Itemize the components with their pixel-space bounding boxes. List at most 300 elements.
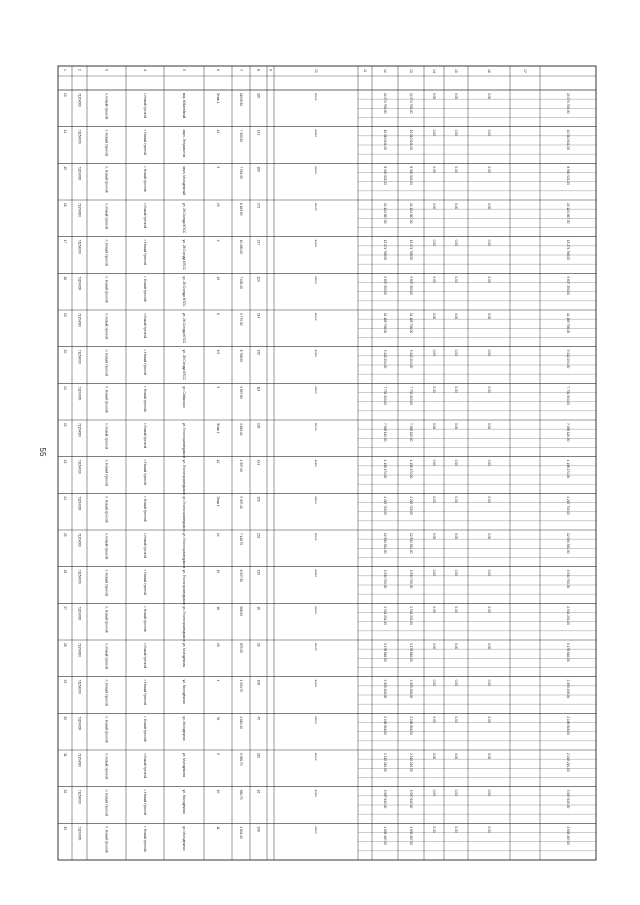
cell-n: 32 <box>62 789 67 794</box>
cell-work: всего <box>313 569 318 578</box>
header-number: 17 <box>523 69 527 73</box>
cell-cost: 2 219 210.00 <box>382 753 387 772</box>
cell-other: 0.00 <box>431 679 436 686</box>
cell-total: 7 701 910.00 <box>565 386 570 405</box>
cell-total: 7 058 115.00 <box>565 423 570 442</box>
cell-cost: 9 412 254.00 <box>382 349 387 369</box>
header-number: 3 <box>104 69 109 71</box>
cell-code: 71154000 <box>77 643 82 657</box>
cell-flats: 152 <box>256 533 261 539</box>
cell-work: всего <box>313 423 318 431</box>
cell-n: 15 <box>62 166 67 170</box>
cell-street: ул. Молодёжная <box>181 826 186 851</box>
cell-house: 16 <box>215 606 220 610</box>
cell-work: всего <box>313 496 318 504</box>
cell-area: 5 096.70 <box>238 753 243 766</box>
cell-fin2: 0.00 <box>486 789 491 796</box>
cell-city: г. Новый Уренгой <box>142 203 147 229</box>
cell-fin2: 0.00 <box>486 386 491 393</box>
header-number: 10 <box>314 69 318 73</box>
cell-house: 3 <box>215 166 220 169</box>
cell-n: 31 <box>62 753 67 757</box>
cell-area: 6 788.90 <box>238 349 243 363</box>
cell-cost: 12 534 331.00 <box>382 533 387 554</box>
cell-flats: 159 <box>256 569 261 575</box>
cell-cost2: 2 219 210.00 <box>408 753 413 772</box>
cell-fin1: 0.00 <box>453 643 458 650</box>
cell-city: г. Новый Уренгой <box>142 129 147 155</box>
cell-cost: 8 940 021.00 <box>382 166 387 185</box>
cell-fin1: 0.00 <box>453 166 458 173</box>
cell-district: п. Новый Уренгой <box>104 643 109 670</box>
cell-n: 20 <box>62 349 67 354</box>
cell-total: 2 390 408.00 <box>565 679 570 699</box>
cell-other: 0.00 <box>431 569 436 576</box>
cell-other: 0.00 <box>431 496 436 503</box>
cell-total: 3 534 700.00 <box>565 569 570 589</box>
cell-city: г. Новый Уренгой <box>142 716 147 742</box>
cell-cost: 5 607 350.00 <box>382 276 387 295</box>
header-number: 7 <box>239 69 243 71</box>
cell-total: 9 412 254.00 <box>565 349 570 369</box>
cell-house: 18 <box>215 643 220 647</box>
cell-flats: 16 <box>256 789 261 794</box>
cell-flats: 320 <box>256 93 261 99</box>
cell-fin2: 0.00 <box>486 276 491 283</box>
cell-district: п. Новый Уренгой <box>104 349 109 376</box>
cell-city: г. Новый Уренгой <box>142 496 147 522</box>
cell-street: ул. Молодёжная <box>181 789 186 814</box>
cell-other: 0.00 <box>431 386 436 393</box>
cell-house: Этаж 1 <box>215 496 220 507</box>
cell-area: 5 337.40 <box>238 496 243 509</box>
cell-n: 19 <box>62 313 67 317</box>
cell-other: 0.00 <box>431 93 436 100</box>
cell-street: мкрн. Молодёжный <box>181 166 186 195</box>
cell-fin1: 0.00 <box>453 313 458 320</box>
cell-district: п. Новый Уренгой <box>104 166 109 193</box>
cell-city: г. Новый Уренгой <box>142 533 147 559</box>
cell-flats: 110 <box>256 753 261 759</box>
cell-fin2: 0.00 <box>486 459 491 466</box>
cell-fin1: 0.00 <box>453 569 458 576</box>
cell-work: всего <box>313 276 318 284</box>
cell-fin2: 0.00 <box>486 533 491 540</box>
cell-work: всего <box>313 166 318 174</box>
cell-work: всего <box>313 239 318 248</box>
cell-cost: 2 196 816.00 <box>382 716 387 735</box>
cell-city: г. Новый Уренгой <box>142 349 147 375</box>
cell-fin2: 0.00 <box>486 643 491 650</box>
cell-area: 966.90 <box>238 606 243 617</box>
cell-district: п. Новый Уренгой <box>104 496 109 523</box>
cell-total: 3 178 616.00 <box>565 643 570 662</box>
cell-code: 71154000 <box>77 349 82 364</box>
cell-cost2: 24 074 708.00 <box>408 93 413 114</box>
cell-area: 7 132.40 <box>238 276 243 289</box>
cell-house: 3 <box>215 386 220 389</box>
cell-house: 11 <box>215 826 220 830</box>
cell-code: 71154000 <box>77 533 82 547</box>
cell-flats: 159 <box>256 496 261 502</box>
cell-street: ул. 26 Съезда КПСС <box>181 313 186 344</box>
cell-district: п. Новый Уренгой <box>104 753 109 780</box>
cell-other: 0.00 <box>431 753 436 760</box>
cell-code: 71154000 <box>77 423 82 437</box>
page-number: 55 <box>38 447 47 457</box>
cell-street: ул. Молодёжная <box>181 753 186 778</box>
header-number: 12 <box>383 69 387 73</box>
cell-cost: 3 534 700.00 <box>382 569 387 589</box>
cell-code: 71154000 <box>77 496 82 511</box>
cell-cost2: 11 185 736.00 <box>408 313 413 334</box>
cell-total: 4 215 715.00 <box>565 496 570 515</box>
cell-street: ул. Геологоразведчиков <box>181 606 186 642</box>
cell-fin1: 0.00 <box>453 459 458 466</box>
cell-n: 13 <box>62 93 67 97</box>
cell-city: г. Новый Уренгой <box>142 569 147 595</box>
cell-street: ул. Молодёжная <box>181 679 186 704</box>
cell-flats: 114 <box>256 386 261 392</box>
cell-area: 7 303.90 <box>238 129 243 143</box>
cell-district: п. Новый Уренгой <box>104 313 109 340</box>
cell-city: г. Новый Уренгой <box>142 679 147 705</box>
cell-cost2: 24 124 367.00 <box>408 203 413 224</box>
cell-flats: 45 <box>256 716 261 720</box>
cell-n: 21 <box>62 386 67 390</box>
cell-flats: 16 <box>256 643 261 647</box>
cell-house: 9 <box>215 239 220 242</box>
cell-city: г. Новый Уренгой <box>142 643 147 669</box>
cell-total: 3 087 615.00 <box>565 789 570 809</box>
cell-cost2: 4 136 171.00 <box>408 459 413 479</box>
cell-cost: 2 541 251.00 <box>382 606 387 625</box>
cell-code: 71154000 <box>77 789 82 804</box>
cell-fin2: 0.00 <box>486 313 491 320</box>
cell-other: 0.00 <box>431 349 436 356</box>
cell-street: ул. Геологоразведчиков <box>181 569 186 605</box>
cell-code: 71154000 <box>77 679 82 694</box>
cell-fin1: 0.00 <box>453 496 458 503</box>
cell-district: п. Новый Уренгой <box>104 569 109 596</box>
cell-fin2: 0.00 <box>486 93 491 100</box>
cell-total: 4 136 171.00 <box>565 459 570 479</box>
cell-fin2: 0.00 <box>486 679 491 686</box>
cell-n: 22 <box>62 423 67 427</box>
cell-city: г. Новый Уренгой <box>142 789 147 815</box>
cell-code: 71154000 <box>77 826 82 841</box>
cell-code: 71154000 <box>77 166 82 181</box>
header-number: 8 <box>256 69 261 71</box>
cell-cost2: 12 534 331.00 <box>408 533 413 554</box>
cell-fin2: 0.00 <box>486 239 491 246</box>
cell-fin1: 0.00 <box>453 789 458 796</box>
cell-work: всего <box>313 789 318 798</box>
cell-cost2: 2 196 816.00 <box>408 716 413 735</box>
cell-code: 71154000 <box>77 239 82 254</box>
cell-house: 14 <box>215 533 220 537</box>
cell-street: мкр. Юбилейный <box>181 93 186 119</box>
header-number: 14 <box>432 69 436 73</box>
cell-other: 0.00 <box>431 826 436 833</box>
cell-fin2: 0.00 <box>486 423 491 430</box>
cell-area: 4 610.40 <box>238 716 243 729</box>
cell-area: 4 601.40 <box>238 826 243 839</box>
cell-fin2: 0.00 <box>486 606 491 613</box>
cell-fin2: 0.00 <box>486 496 491 503</box>
cell-n: 18 <box>62 276 67 280</box>
cell-district: п. Новый Уренгой <box>104 679 109 706</box>
cell-area: 7 118.70 <box>238 533 243 546</box>
cell-fin1: 0.00 <box>453 679 458 686</box>
cell-city: г. Новый Уренгой <box>142 276 147 302</box>
cell-total: 2 196 816.00 <box>565 716 570 735</box>
cell-city: г. Новый Уренгой <box>142 166 147 192</box>
cell-street: ул. Сибирская <box>181 386 186 408</box>
cell-street: ул. Геологоразведчиков <box>181 496 186 532</box>
cell-district: п. Новый Уренгой <box>104 239 109 266</box>
cell-district: п. Новый Уренгой <box>104 789 109 816</box>
cell-cost: 4 215 715.00 <box>382 496 387 515</box>
cell-area: 4 633.40 <box>238 423 243 436</box>
cell-fin1: 0.00 <box>453 349 458 356</box>
cell-code: 71154000 <box>77 276 82 291</box>
cell-n: 16 <box>62 203 67 207</box>
cell-area: 9 770.30 <box>238 313 243 326</box>
cell-cost2: 4 633 467.00 <box>408 826 413 845</box>
cell-fin1: 0.00 <box>453 753 458 760</box>
cell-total: 13 274 768.00 <box>565 239 570 261</box>
cell-code: 71154000 <box>77 129 82 144</box>
cell-work: всего <box>313 679 318 688</box>
cell-street: ул. Геологоразведчиков <box>181 533 186 569</box>
cell-area: 7 554.90 <box>238 166 243 179</box>
cell-cost: 13 274 768.00 <box>382 239 387 261</box>
cell-district: п. Новый Уренгой <box>104 203 109 230</box>
cell-street: ул. 26 Съезда КПСС <box>181 239 186 270</box>
cell-district: п. Новый Уренгой <box>104 459 109 486</box>
cell-district: п. Новый Уренгой <box>104 533 109 560</box>
cell-flats: 108 <box>256 679 261 685</box>
cell-n: 30 <box>62 716 67 720</box>
cell-fin2: 0.00 <box>486 349 491 356</box>
cell-work: всего <box>313 203 318 211</box>
cell-other: 0.00 <box>431 459 436 466</box>
cell-cost2: 7 058 115.00 <box>408 423 413 442</box>
cell-other: 0.00 <box>431 789 436 796</box>
cell-cost: 10 010 641.00 <box>382 129 387 151</box>
cell-district: п. Новый Уренгой <box>104 276 109 303</box>
cell-code: 71154000 <box>77 459 82 474</box>
cell-cost: 3 087 615.00 <box>382 789 387 809</box>
cell-city: г. Новый Уренгой <box>142 826 147 852</box>
cell-fin1: 0.00 <box>453 423 458 430</box>
cell-house: 15 <box>215 203 220 207</box>
cell-cost2: 5 607 350.00 <box>408 276 413 295</box>
cell-n: 17 <box>62 239 67 244</box>
cell-work: всего <box>313 753 318 761</box>
cell-city: г. Новый Уренгой <box>142 93 147 119</box>
cell-fin2: 0.00 <box>486 716 491 723</box>
cell-fin1: 0.00 <box>453 533 458 540</box>
cell-code: 71154000 <box>77 606 82 621</box>
cell-cost: 7 058 115.00 <box>382 423 387 442</box>
cell-work: всего <box>313 716 318 724</box>
cell-flats: 172 <box>256 203 261 209</box>
cell-house: 11 <box>215 129 220 133</box>
cell-street: ул. Геологоразведчиков <box>181 459 186 495</box>
cell-house: 9 <box>215 753 220 755</box>
header-number: 9 <box>268 69 273 71</box>
cell-flats: 163 <box>256 166 261 172</box>
header-number: 5 <box>182 69 186 71</box>
cell-total: 12 534 331.00 <box>565 533 570 554</box>
cell-flats: 108 <box>256 826 261 832</box>
cell-cost: 7 701 910.00 <box>382 386 387 405</box>
cell-street: ул. Молодёжная <box>181 643 186 668</box>
cell-code: 71154000 <box>77 753 82 767</box>
cell-total: 5 607 350.00 <box>565 276 570 295</box>
cell-house: 10 <box>215 789 220 794</box>
cell-cost: 24 074 708.00 <box>382 93 387 114</box>
header-number: 4 <box>143 69 147 71</box>
cell-work: всего <box>313 93 318 101</box>
cell-area: 960.70 <box>238 789 243 800</box>
cell-work: всего <box>313 459 318 468</box>
cell-total: 11 185 736.00 <box>565 313 570 334</box>
cell-cost: 4 633 467.00 <box>382 826 387 845</box>
cell-cost2: 3 087 615.00 <box>408 789 413 809</box>
cell-cost2: 2 541 251.00 <box>408 606 413 625</box>
cell-work: всего <box>313 349 318 358</box>
cell-n: 33 <box>62 826 67 830</box>
cell-cost: 4 136 171.00 <box>382 459 387 479</box>
cell-code: 71154000 <box>77 203 82 217</box>
cell-work: всего <box>313 129 318 138</box>
cell-house: 12 <box>215 459 220 464</box>
cell-other: 0.00 <box>431 533 436 540</box>
cell-fin2: 0.00 <box>486 166 491 173</box>
cell-flats: 124 <box>256 276 261 282</box>
cell-other: 0.00 <box>431 129 436 136</box>
cell-fin2: 0.00 <box>486 826 491 833</box>
cell-work: всего <box>313 533 318 541</box>
cell-fin1: 0.00 <box>453 716 458 723</box>
cell-street: ул. 26 Съезда КПСС <box>181 276 186 307</box>
cell-n: 25 <box>62 533 67 537</box>
cell-work: всего <box>313 643 318 651</box>
cell-fin1: 0.00 <box>453 93 458 100</box>
cell-house: 6 <box>215 313 220 315</box>
cell-city: г. Новый Уренгой <box>142 239 147 265</box>
cell-other: 0.00 <box>431 643 436 650</box>
cell-cost: 11 185 736.00 <box>382 313 387 334</box>
cell-work: всего <box>313 826 318 834</box>
cell-flats: 217 <box>256 239 261 245</box>
cell-district: п. Новый Уренгой <box>104 606 109 633</box>
cell-cost2: 13 274 768.00 <box>408 239 413 261</box>
cell-flats: 133 <box>256 423 261 429</box>
cell-house: 4 <box>215 679 220 682</box>
cell-code: 71154000 <box>77 93 82 107</box>
cell-work: всего <box>313 606 318 614</box>
cell-total: 8 940 021.00 <box>565 166 570 185</box>
cell-flats: 150 <box>256 349 261 355</box>
cell-street: мкрн. Энтузиастов <box>181 129 186 158</box>
cell-code: 71154000 <box>77 716 82 731</box>
cell-flats: 141 <box>256 459 261 465</box>
header-number: 15 <box>454 69 458 73</box>
cell-cost2: 9 412 254.00 <box>408 349 413 369</box>
cell-other: 0.00 <box>431 606 436 613</box>
cell-fin2: 0.00 <box>486 129 491 136</box>
cell-area: 10 180.40 <box>238 239 243 254</box>
cell-district: п. Новый Уренгой <box>104 93 109 120</box>
cell-area: 5 857.80 <box>238 386 243 399</box>
cell-n: 27 <box>62 606 67 610</box>
cell-other: 0.00 <box>431 276 436 283</box>
cell-fin1: 0.00 <box>453 826 458 833</box>
cell-house: 8.5 <box>215 349 220 355</box>
cell-other: 0.00 <box>431 166 436 173</box>
cell-fin1: 0.00 <box>453 203 458 210</box>
cell-street: ул. Молодёжная <box>181 716 186 741</box>
cell-district: п. Новый Уренгой <box>104 386 109 413</box>
cell-flats: 141 <box>256 129 261 135</box>
cell-house: 7А <box>215 716 220 721</box>
cell-n: 28 <box>62 643 67 647</box>
cell-n: 24 <box>62 496 67 500</box>
cell-city: г. Новый Уренгой <box>142 423 147 449</box>
cell-fin1: 0.00 <box>453 386 458 393</box>
header-number: 16 <box>487 69 491 73</box>
cell-street: ул. 26 Съезда КПСС <box>181 203 186 234</box>
cell-total: 24 124 367.00 <box>565 203 570 224</box>
cell-district: п. Новый Уренгой <box>104 716 109 743</box>
cell-house: Этаж 1 <box>215 93 220 104</box>
cell-house: 15 <box>215 569 220 574</box>
cell-flats: 214 <box>256 313 261 319</box>
cell-cost2: 3 534 700.00 <box>408 569 413 589</box>
cell-fin2: 0.00 <box>486 569 491 576</box>
cell-cost2: 2 390 408.00 <box>408 679 413 699</box>
cell-fin2: 0.00 <box>486 753 491 760</box>
cell-work: всего <box>313 313 318 321</box>
cell-area: 6 057.30 <box>238 569 243 583</box>
cell-area: 11949.32 <box>238 93 243 107</box>
cell-street: ул. 26 Съезда КПСС <box>181 349 186 380</box>
cell-district: п. Новый Уренгой <box>104 129 109 156</box>
cell-total: 4 633 467.00 <box>565 826 570 845</box>
cell-cost2: 4 215 715.00 <box>408 496 413 515</box>
cell-city: г. Новый Уренгой <box>142 606 147 632</box>
cell-city: г. Новый Уренгой <box>142 313 147 339</box>
cell-total: 10 010 641.00 <box>565 129 570 151</box>
cell-city: г. Новый Уренгой <box>142 753 147 779</box>
cell-work: всего <box>313 386 318 394</box>
cell-code: 71154000 <box>77 313 82 327</box>
cell-n: 26 <box>62 569 67 574</box>
cell-area: 4 997.40 <box>238 459 243 473</box>
header-number: 2 <box>77 69 82 71</box>
cell-other: 0.00 <box>431 239 436 246</box>
header-number: 11 <box>363 69 367 73</box>
cell-house: Этаж 1 <box>215 423 220 434</box>
cell-city: г. Новый Уренгой <box>142 459 147 485</box>
header-number: 13 <box>409 69 413 73</box>
cell-other: 0.00 <box>431 716 436 723</box>
cell-cost: 2 390 408.00 <box>382 679 387 699</box>
